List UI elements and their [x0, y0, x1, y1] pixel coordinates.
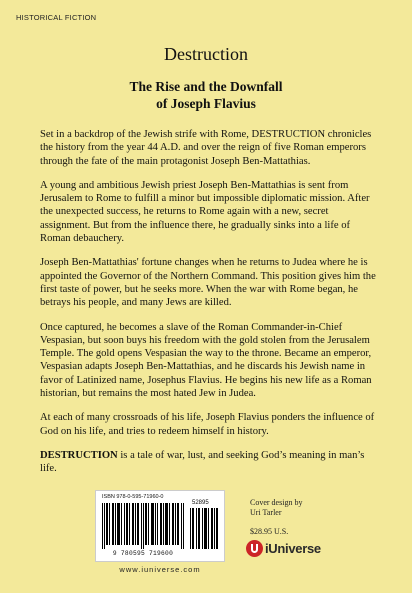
synopsis-paragraph: Set in a backdrop of the Jewish strife with Rome, DESTRUCTION chronicles the history from the year 44 A.D. and over the reign of five Roman emperors through the fate of the main protagonist Joseph Ben-Mattathias. [40, 129, 372, 167]
synopsis-paragraph: At each of many crossroads of his life, Joseph Flavius ponders the influence of God on his life, and tries to redeem himself in history. [40, 412, 375, 437]
publisher-name: iUniverse [265, 541, 321, 556]
publisher-website: www.iuniverse.com [119, 565, 201, 574]
book-subtitle [0, 78, 412, 112]
iuniverse-logo-icon [246, 540, 263, 557]
cover-credit-line-2: Uri Tarler [250, 508, 282, 517]
barcode-addon-icon [190, 508, 220, 549]
cover-credit [250, 498, 302, 518]
cover-credit-line-1: Cover design by [250, 498, 303, 507]
price: $28.95 U.S. [250, 527, 289, 536]
book-title: Destruction [164, 44, 248, 64]
isbn-digits: 9 780595 719600 [112, 550, 174, 557]
synopsis [40, 128, 378, 487]
barcode-addon-number: 52895 [192, 500, 209, 506]
genre-label: HISTORICAL FICTION [16, 13, 97, 22]
barcode-box [95, 490, 225, 562]
subtitle-line-1: The Rise and the Downfall [129, 79, 283, 94]
synopsis-paragraph: Once captured, he becomes a slave of the Roman Commander-in-Chief Vespasian, but soon buys his freedom with the gold stolen from the Jerusalem Temple. The gold opens Vespasian the way to the throne. Became an emperor, Vespasian adapts Joseph Ben-Mattathias, and he discards his Jewish name in favor of Latinized name, Josephus Flavius. He begins his new life as a Roman historian, but remains the most hated Jew in Judea. [40, 321, 372, 400]
closing-emphasis: DESTRUCTION [40, 449, 118, 461]
closing-paragraph [40, 449, 378, 476]
isbn-label: ISBN 978-0-595-71960-0 [102, 494, 164, 500]
subtitle-line-2: of Joseph Flavius [156, 96, 256, 111]
synopsis-paragraph: A young and ambitious Jewish priest Joseph Ben-Mattathias is sent from Jerusalem to Rome to fulfill a minor but impossible diplomatic mission. After the unexpected success, he returns to Rome again with a new, secret assignment. But from the influence there, he gradually sinks into a life of Roman debauchery. [40, 179, 370, 245]
publisher-logo [246, 540, 321, 557]
synopsis-paragraph: Joseph Ben-Mattathias' fortune changes when he returns to Judea where he is appointed the Governor of the Northern Command. This position gives him the first taste of power, but he seeks more. When the war with Rome began, he betrays his people, and many Jews are killed. [40, 257, 376, 309]
barcode-main-icon [102, 503, 186, 549]
closing-text: is a tale of war, lust, and seeking God’s meaning in man’s life. [40, 449, 365, 475]
